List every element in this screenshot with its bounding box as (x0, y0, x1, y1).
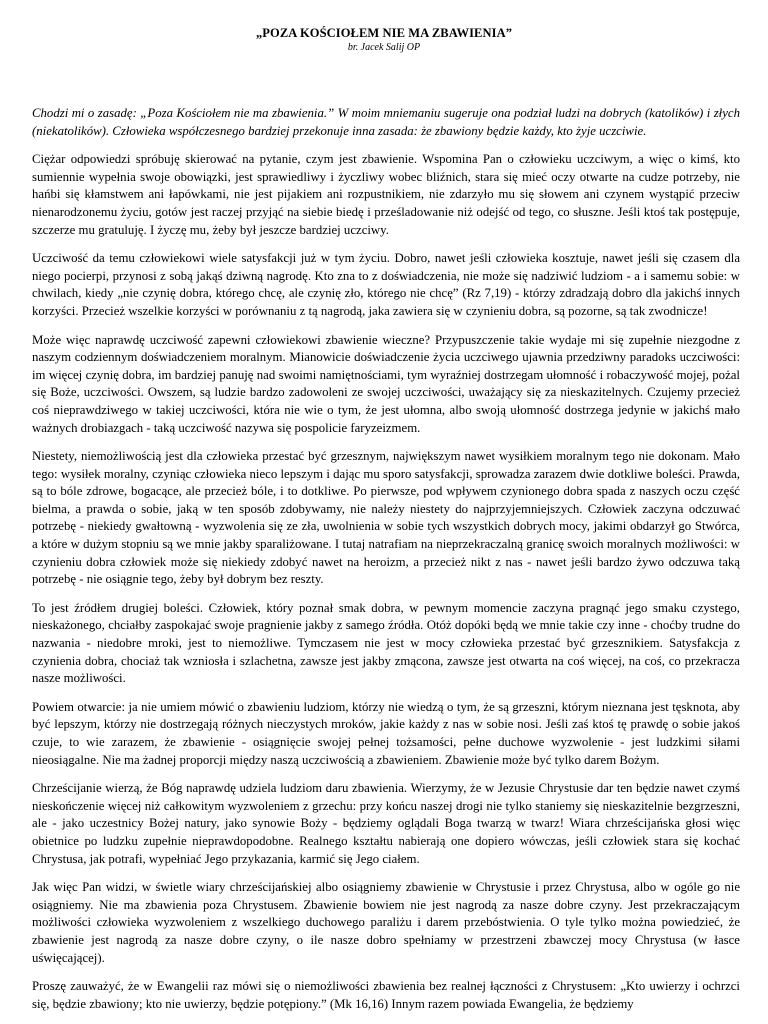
paragraph: Ciężar odpowiedzi spróbuję skierować na pytanie, czym jest zbawienie. Wspomina Pan o człowieku uczciwym, a więc o kimś, kto sumiennie wypełnia swoje obowiązki, jest sprawiedliwy i życzliwy wobec bliźnich, stara się mieć oczy otwarte na cudze potrzeby, nie hańbi się kłamstwem ani łapówkami, nie jest pijakiem ani rozpustnikiem, nie zdarzyło mu się słowem ani czynem wystąpić przeciw nienarodzonemu życiu, gotów jest raczej przyjąć na siebie biedę i prześladowanie niż odejść od tego, co słuszne. Jeśli ktoś tak postępuje, szczerze mu gratuluję. I życzę mu, żeby był jeszcze bardziej uczciwy. (32, 152, 740, 237)
paragraph: Uczciwość da temu człowiekowi wiele satysfakcji już w tym życiu. Dobro, nawet jeśli człowieka kosztuje, nawet jeśli się czasem dla niego pocierpi, przynosi z sobą jakąś dziwną nagrodę. Kto zna to z doświadczenia, nie może się nadziwić ludziom - a i samemu sobie: w chwilach, kiedy „nie czynię dobra, którego chcę, ale czynię zło, którego nie chcę” (Rz 7,19) - którzy zdradzają dobro dla jakichś innych korzyści. Przecież wszelkie korzyści w porównaniu z tą nagrodą, jaka zawiera się w czynieniu dobra, są pozorne, są tak zwodnicze! (32, 251, 740, 318)
paragraph: Chrześcijanie wierzą, że Bóg naprawdę udziela ludziom daru zbawienia. Wierzymy, że w Jezusie Chrystusie dar ten będzie nawet czymś nieskończenie więcej niż całkowitym wyzwoleniem z grzechu: przy końcu naszej drogi nie tylko staniemy się nieskazitelnie bezgrzeszni, ale - jako uczestnicy Bożej natury, jako synowie Boży - będziemy oglądali Boga twarzą w twarz! Wiara chrześcijańska głosi więc obietnice po ludzku zupełnie nieprawdopodobne. Realnego kształtu nabierają one dopiero wówczas, jeśli człowiek stara się kochać Chrystusa, jak potrafi, wypełniać Jego przykazania, karmić się Jego ciałem. (32, 781, 740, 866)
paragraph: Może więc naprawdę uczciwość zapewni człowiekowi zbawienie wieczne? Przypuszczenie takie wydaje mi się zupełnie niezgodne z naszym codziennym doświadczeniem moralnym. Mianowicie doświadczenie życia uczciwego ujawnia przedziwny paradoks uczciwości: im więcej czynię dobra, im bardziej panuję nad swoimi namiętnościami, tym wyraźniej dostrzegam ułomność i robaczywość mojej, pożal się Boże, uczciwości. Owszem, są ludzie bardzo zadowoleni ze swojej uczciwości, uważający się za nieskazitelnych. Czujemy przecież coś nieprawdziwego w takiej uczciwości, która nie wie o tym, że jest ułomna, albo swoją ułomność dostrzega jedynie w jakichś mało ważnych drobiazgach - taką uczciwość nazywa się pospolicie faryzeizmem. (32, 332, 740, 435)
paragraph: To jest źródłem drugiej boleści. Człowiek, który poznał smak dobra, w pewnym momencie zaczyna pragnąć jego smaku czystego, nieskażonego, chciałby zaspokajać swoje pragnienie jakby z samego źródła. Otóż dopóki będą we mnie takie czy inne - choćby trudne do nazwania - niedobre mroki, jest to niemożliwe. Tymczasem nie jest w mocy człowieka przestać być grzesznikiem. Satysfakcja z czynienia dobra, chociaż tak wzniosła i szlachetna, zawsze jest jakby zmącona, zawsze jest otwarta na coś więcej, na coś, co przekracza nasze możliwości. (32, 600, 740, 686)
paragraph: Jak więc Pan widzi, w świetle wiary chrześcijańskiej albo osiągniemy zbawienie w Chrystusie i przez Chrystusa, albo w ogóle go nie osiągniemy. Nie ma zbawienia poza Chrystusem. Zbawienie bowiem nie jest nagrodą za nasze dobre czyny. Jest przekraczającym możliwości człowieka wyzwoleniem z wszelkiego duchowego paraliżu i darem przebóstwienia. O tyle tylko można powiedzieć, że zbawienie jest nagrodą za nasze dobre czyny, o ile nasze dobro spełniamy w przestrzeni zbawczej mocy Chrystusa (w łasce uświęcającej). (32, 880, 740, 965)
paragraph: Niestety, niemożliwością jest dla człowieka przestać być grzesznym, największym nawet wysiłkiem moralnym tego nie dokonam. Mało tego: wysiłek moralny, czyniąc człowieka nieco lepszym i dając mu sporo satysfakcji, sprowadza zarazem dwie dotkliwe boleści. Prawda, są to bóle zdrowe, bogacące, ale przecież bóle, i to dotkliwe. Po pierwsze, pod wpływem czynionego dobra spada z naszych oczu część bielma, a prawda o sobie, jaką w ten sposób zdobywamy, nie należy niestety do najprzyjemniejszych. Człowiek zaczyna odczuwać potrzebę - niekiedy gwałtowną - wyzwolenia się ze zła, uwolnienia w sobie tych wszystkich dobrych mocy, jakimi obdarzył go Stwórca, a które w dużym stopniu są we mnie jakby sparaliżowane. I tutaj natrafiam na nieprzekraczalną granicę swoich moralnych możliwości: w czynieniu dobra człowiek może się niekiedy zdobyć nawet na heroizm, a przecież nikt z nas - nawet jeśli bardzo żywo odczuwa taką potrzebę - nie osiągnie tego, żeby był dobrym bez reszty. (32, 449, 740, 587)
document-title: „POZA KOŚCIOŁEM NIE MA ZBAWIENIA” (255, 26, 513, 40)
paragraph: Powiem otwarcie: ja nie umiem mówić o zbawieniu ludziom, którzy nie wiedzą o tym, że są grzeszni, którym nieznana jest tęsknota, aby być lepszym, którzy nie dostrzegają różnych nieczystych mroków, jakie każdy z nas w sobie nosi. Jeśli zaś ktoś tę prawdę o sobie jakoś czuje, to wie zarazem, że zbawienie - osiągnięcie swojej pełnej tożsamości, pełne duchowe wyzwolenie - jest ludzkimi siłami nieosiągalne. Nie ma żadnej proporcji między naszą uczciwością a zbawieniem. Zbawienie może być tylko darem Bożym. (32, 699, 740, 767)
document-body (32, 105, 740, 1024)
lead-question: Chodzi mi o zasadę: „Poza Kościołem nie ma zbawienia.” W moim mniemaniu sugeruje ona podział ludzi na dobrych (katolików) i złych (niekatolików). Człowieka współczesnego bardziej przekonuje inna zasada: że zbawiony będzie każdy, kto żyje uczciwie. (32, 106, 740, 138)
document-author: br. Jacek Salij OP (347, 42, 421, 53)
paragraph: Proszę zauważyć, że w Ewangelii raz mówi się o niemożliwości zbawienia bez realnej łączności z Chrystusem: „Kto uwierzy i ochrzci się, będzie zbawiony; kto nie uwierzy, będzie potępiony.” (Mk 16,16) Innym razem powiada Ewangelia, że będziemy (32, 979, 740, 1011)
